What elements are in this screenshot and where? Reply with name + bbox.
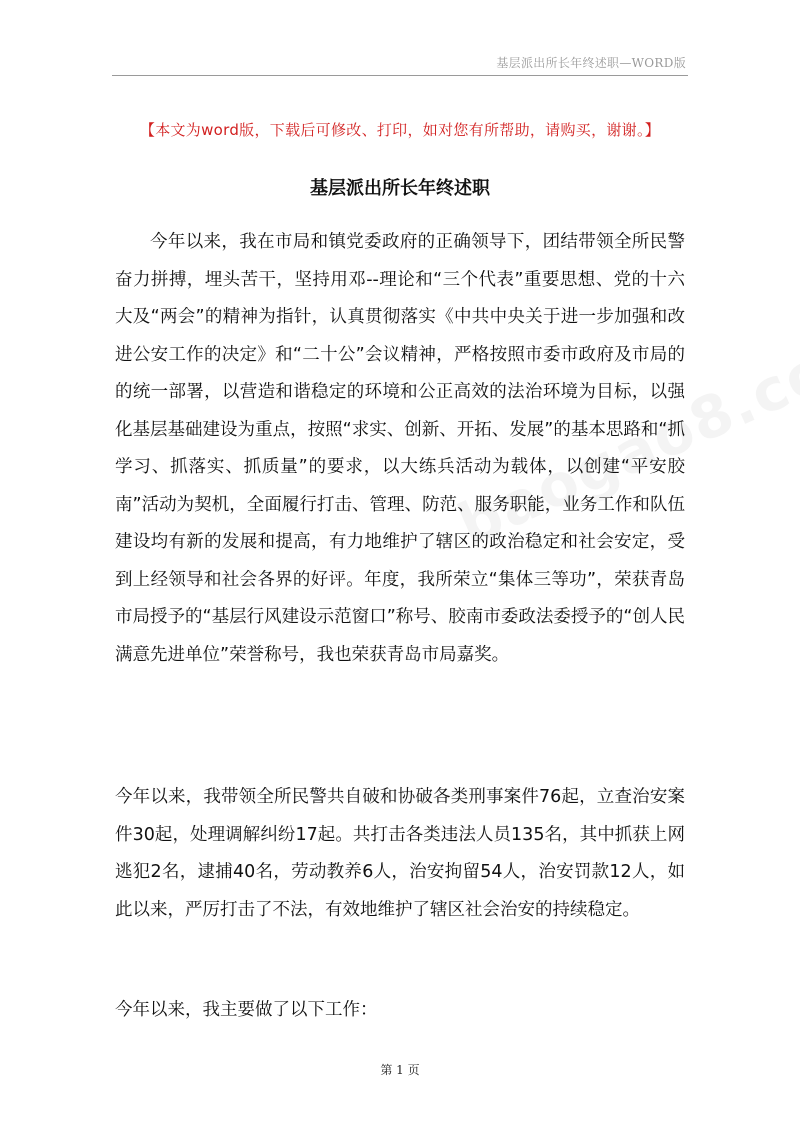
running-header-title: 基层派出所长年终述职—WORD版 xyxy=(496,56,686,70)
paragraph-work-intro: 今年以来，我主要做了以下工作： xyxy=(115,1000,378,1020)
document-title: 基层派出所长年终述职 xyxy=(310,178,490,199)
paragraph-statistics: 今年以来，我带领全所民警共自破和协破各类刑事案件76起，立查治安案件30起，处理调解纠纷17起。共打击各类违法人员135名，其中抓获上网逃犯2名，逮捕40名，劳动教养6人，治安拘留54人，治安罚款12人，如此以来，严厉打击了不法，有效地维护了辖区社会治安的持续稳定。 xyxy=(115,787,685,920)
page-number: 第 1 页 xyxy=(380,1063,420,1077)
header-divider xyxy=(112,75,688,76)
paragraph-intro: 今年以来，我在市局和镇党委政府的正确领导下，团结带领全所民警奋力拼搏，埋头苦干，坚持用邓--理论和“三个代表”重要思想、党的十六大及“两会”的精神为指针，认真贯彻落实《中共中央关于进一步加强和改进公安工作的决定》和“二十公”会议精神，严格按照市委市政府及市局的的统一部署，以营造和谐稳定的环境和公正高效的法治环境为目标，以强化基层基础建设为重点，按照“求实、创新、开拓、发展”的基本思路和“抓学习、抓落实、抓质量”的要求，以大练兵活动为载体，以创建“平安胶南”活动为契机，全面履行打击、管理、防范、服务职能，业务工作和队伍建设均有新的发展和提高，有力地维护了辖区的政治稳定和社会安定，受到上经领导和社会各界的好评。年度，我所荣立“集体三等功”，荣获青岛市局授予的“基层行风建设示范窗口”称号、胶南市委政法委授予的“创人民满意先进单位”荣誉称号，我也荣获青岛市局嘉奖。 xyxy=(115,232,685,665)
purchase-notice: 【本文为word版，下载后可修改、打印，如对您有所帮助，请购买，谢谢。】 xyxy=(139,121,661,139)
